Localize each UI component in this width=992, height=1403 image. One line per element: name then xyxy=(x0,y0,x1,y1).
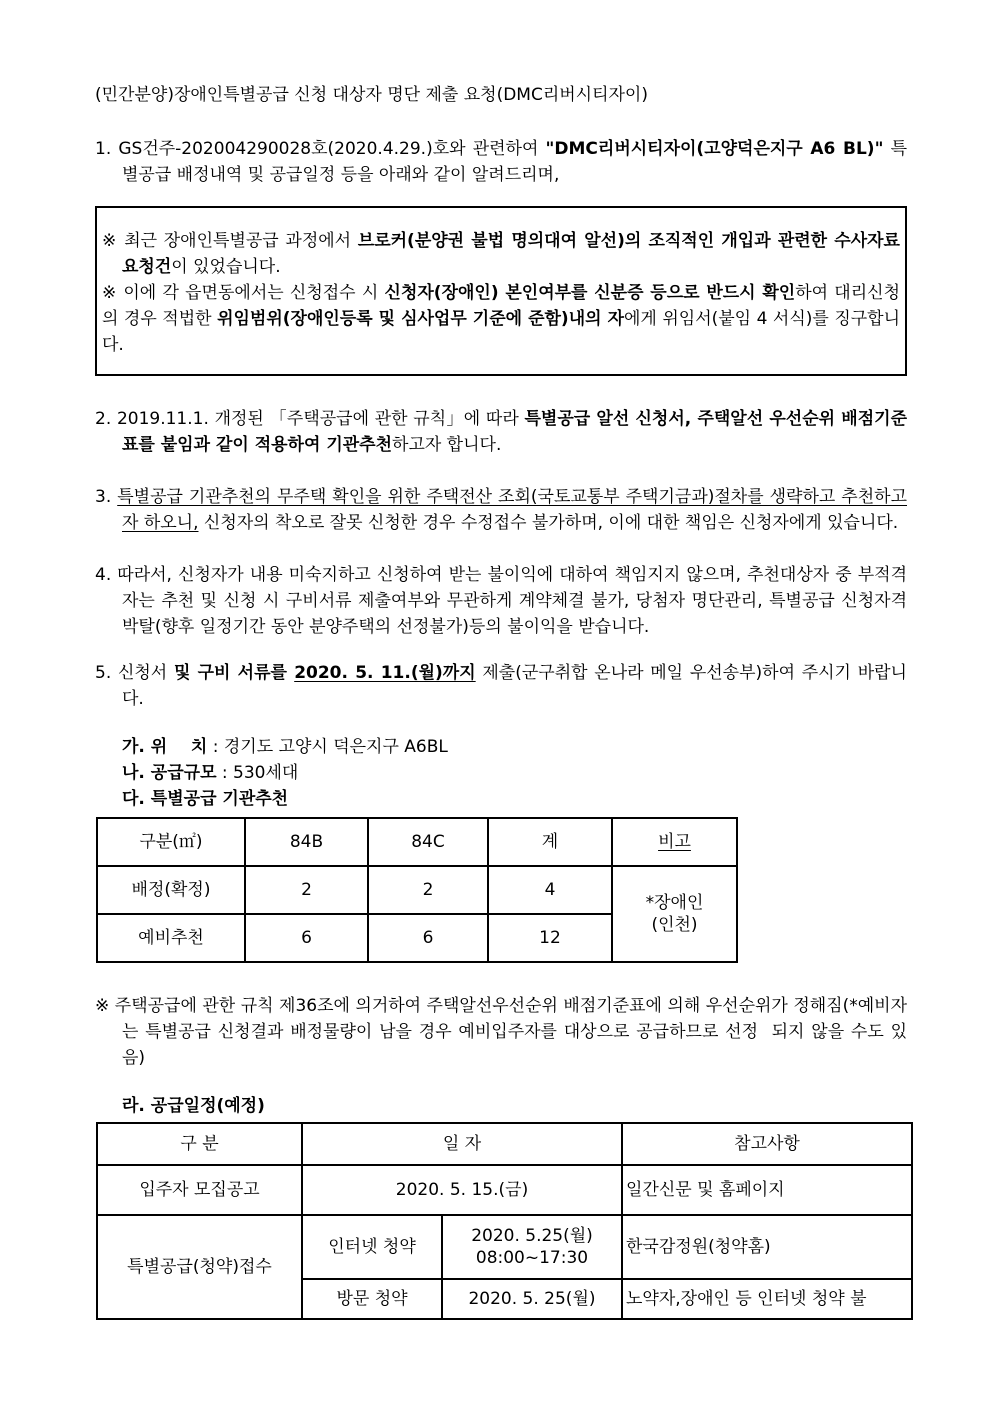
schedule-header-row xyxy=(97,1123,912,1165)
text-segment: 가. 위 치 xyxy=(122,737,208,757)
allocation-header-remark-label: 비고 xyxy=(658,832,691,852)
allocation-header-84c: 84C xyxy=(368,818,488,866)
allocation-confirmed-84c: 2 xyxy=(368,866,488,914)
text-segment: 특별공급 알선 신청서, 주택알선 우선순위 배점기준표를 붙임과 같이 적용하여 기관추천 xyxy=(122,409,907,455)
allocation-header-total: 계 xyxy=(488,818,612,866)
allocation-confirmed-label: 배정(확정) xyxy=(97,866,245,914)
text-segment: 특별공급 배정내역 및 공급일정 등을 아래와 같이 알려드리며, xyxy=(122,139,908,185)
schedule-row-internet xyxy=(97,1215,912,1279)
document-title: (민간분양)장애인특별공급 신청 대상자 명단 제출 요청(DMC리버시티자이) xyxy=(95,85,648,105)
schedule-table xyxy=(96,1122,913,1320)
allocation-confirmed-84b: 2 xyxy=(245,866,368,914)
text-segment: 위임범위(장애인등록 및 심사업무 기준에 준함)내의 자 xyxy=(217,309,624,329)
schedule-visit-note: 노약자,장애인 등 인터넷 청약 불 xyxy=(622,1279,912,1319)
schedule-header-category: 구 분 xyxy=(97,1123,302,1165)
allocation-row-confirmed xyxy=(97,866,737,914)
text-segment: 2. 2019.11.1. 개정된 「주택공급에 관한 규칙」에 따라 xyxy=(95,409,525,429)
sub-item-special-supply xyxy=(122,786,907,812)
text-segment: 3. xyxy=(95,487,118,507)
allocation-confirmed-total: 4 xyxy=(488,866,612,914)
allocation-reserve-total: 12 xyxy=(488,914,612,962)
allocation-reserve-84b: 6 xyxy=(245,914,368,962)
text-segment: 브로커(분양권 불법 명의대여 알선)의 조직적인 개입과 관련한 수사자료 요청건 xyxy=(122,231,900,277)
allocation-header-84b: 84B xyxy=(245,818,368,866)
allocation-reserve-84c: 6 xyxy=(368,914,488,962)
text-segment: 에게 위임서(붙임 4 서식)를 징구합니다. xyxy=(102,309,901,355)
notice-paragraph-identity xyxy=(102,280,900,358)
schedule-header-date: 일 자 xyxy=(302,1123,622,1165)
paragraph-3 xyxy=(95,484,907,536)
text-segment: : 경기도 고양시 덕은지구 A6BL xyxy=(207,737,448,757)
schedule-internet-date xyxy=(442,1215,622,1279)
allocation-header-row xyxy=(97,818,737,866)
text-segment: 제출(군구취합 온나라 메일 우선송부)하여 주시기 바랍니다. xyxy=(122,663,907,709)
schedule-visit-method: 방문 청약 xyxy=(302,1279,442,1319)
text-segment: 특별공급 기관추천의 무주택 확인을 위한 주택전산 조회(국토교통부 주택기금과)절차를 생략하고 추천하고자 하오니, xyxy=(117,487,907,533)
schedule-internet-date-line2: 08:00~17:30 xyxy=(475,1248,589,1268)
text-segment: 신청자의 착오로 잘못 신청한 경우 수정접수 불가하며, 이에 대한 책임은 신청자에게 있습니다. xyxy=(198,513,899,533)
priority-note xyxy=(95,993,907,1071)
allocation-remark-cell xyxy=(612,866,737,962)
paragraph-4 xyxy=(95,562,907,640)
paragraph-2 xyxy=(95,406,907,458)
sub-item-list xyxy=(122,734,907,812)
schedule-visit-date: 2020. 5. 25(월) xyxy=(442,1279,622,1319)
allocation-remark-line2: (인천) xyxy=(651,915,698,935)
schedule-announcement-label: 입주자 모집공고 xyxy=(97,1165,302,1215)
schedule-internet-method: 인터넷 청약 xyxy=(302,1215,442,1279)
text-segment: ※ 최근 장애인특별공급 과정에서 xyxy=(102,231,358,251)
schedule-header-note: 참고사항 xyxy=(622,1123,912,1165)
allocation-header-remark xyxy=(612,818,737,866)
text-segment: 4. 따라서, 신청자가 내용 미숙지하고 신청하여 받는 불이익에 대하여 책임지지 않으며, 추천대상자 중 부적격자는 추천 및 신청 시 구비서류 제출여부와 무관하게 계약체결 불가, 당첨자 명단관리, 특별공급 신청자격 박탈(향후 일정기간 동안 분양주택의 선정불가)등의 불이익을 받습니다. xyxy=(95,565,907,637)
schedule-announcement-note: 일간신문 및 홈페이지 xyxy=(622,1165,912,1215)
text-segment: 하여 대리신청의 경우 적법한 xyxy=(102,283,900,329)
text-segment: ※ 이에 각 읍면동에서는 신청접수 시 xyxy=(102,283,385,303)
text-segment: 5. 신청서 xyxy=(95,663,174,683)
allocation-header-type: 구분(㎡) xyxy=(97,818,245,866)
text-segment: 다. 특별공급 기관추천 xyxy=(122,789,289,809)
schedule-internet-note: 한국감정원(청약홈) xyxy=(622,1215,912,1279)
sub-item-location xyxy=(122,734,907,760)
text-segment: 이 있었습니다. xyxy=(171,257,281,277)
paragraph-5 xyxy=(95,660,907,712)
text-segment: "DMC리버시티자이(고양덕은지구 A6 BL)" xyxy=(545,139,884,159)
schedule-announcement-date: 2020. 5. 15.(금) xyxy=(302,1165,622,1215)
allocation-remark-line1: *장애인 xyxy=(645,893,704,913)
text-segment: 하고자 합니다. xyxy=(392,435,502,455)
text-segment: 2020. 5. 11.(월)까지 xyxy=(294,663,476,683)
notice-paragraph-broker xyxy=(102,228,900,280)
text-segment: ※ 주택공급에 관한 규칙 제36조에 의거하여 주택알선우선순위 배점기준표에 의해 우선순위가 정해짐(*예비자는 특별공급 신청결과 배정물량이 남을 경우 예비입주자를 대상으로 공급하므로 선정 되지 않을 수도 있음) xyxy=(95,996,907,1068)
sub-item-schedule xyxy=(122,1093,907,1119)
allocation-reserve-label: 예비추천 xyxy=(97,914,245,962)
text-segment: 1. GS건주-202004290028호(2020.4.29.)호와 관련하여 xyxy=(95,139,546,159)
sub-item-supply-scale xyxy=(122,760,907,786)
text-segment: 및 구비 서류를 xyxy=(173,663,295,683)
text-segment: 나. 공급규모 xyxy=(122,763,217,783)
text-segment: 라. 공급일정(예정) xyxy=(122,1096,265,1116)
text-segment: : 530세대 xyxy=(216,763,299,783)
allocation-table xyxy=(96,817,738,963)
paragraph-1 xyxy=(95,136,908,188)
notice-box xyxy=(95,206,907,376)
schedule-internet-date-line1: 2020. 5.25(월) xyxy=(471,1226,593,1246)
schedule-reception-label: 특별공급(청약)접수 xyxy=(97,1215,302,1319)
schedule-row-announcement xyxy=(97,1165,912,1215)
text-segment: 신청자(장애인) 본인여부를 신분증 등으로 반드시 확인 xyxy=(384,283,796,303)
